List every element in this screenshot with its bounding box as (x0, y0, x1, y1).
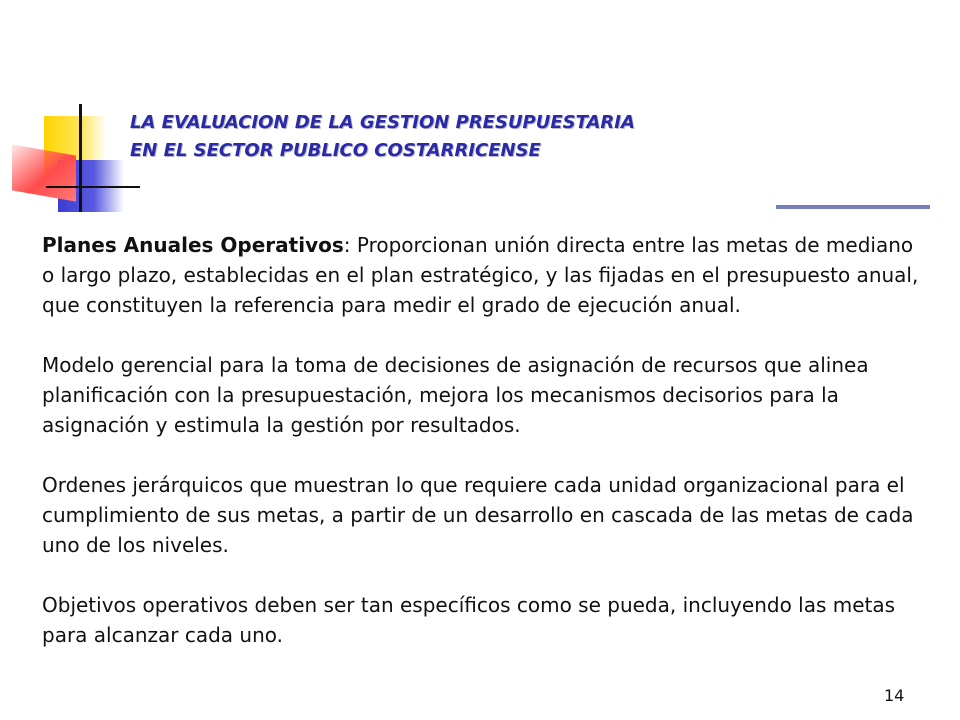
decorative-vertical-line (79, 104, 82, 212)
paragraph-ordenes-jerarquicos: Ordenes jerárquicos que muestran lo que requiere cada unidad organizacional para el cumplimiento de sus metas, a partir de un desarrollo en cascada de las metas de cada uno de los niveles. (42, 473, 914, 557)
slide-title-line-1: LA EVALUACION DE LA GESTION PRESUPUESTARIA (130, 112, 635, 133)
slide-number: 14 (884, 686, 905, 705)
paragraph-objetivos-operativos: Objetivos operativos deben ser tan específicos como se pueda, incluyendo las metas para alcanzar cada uno. (42, 593, 896, 647)
title-accent-line (776, 205, 930, 209)
decorative-horizontal-line (46, 186, 140, 188)
paragraph-lead-term: Planes Anuales Operativos (42, 233, 344, 257)
paragraph-modelo-gerencial: Modelo gerencial para la toma de decisiones de asignación de recursos que alinea planificación con la presupuestación, mejora los mecanismos decisorios para la asignación y estimula la gestión por resultados. (42, 353, 869, 437)
slide-body (42, 230, 922, 650)
slide-title-line-2: EN EL SECTOR PUBLICO COSTARRICENSE (130, 140, 541, 161)
paragraph-text: : Proporcionan unión directa entre las metas de mediano o largo plazo, establecidas en el plan estratégico, y las fijadas en el presupuesto anual, que constituyen la referencia para medir el grado de ejecución anual. (42, 233, 919, 317)
paragraph-planes-anuales (42, 230, 922, 320)
